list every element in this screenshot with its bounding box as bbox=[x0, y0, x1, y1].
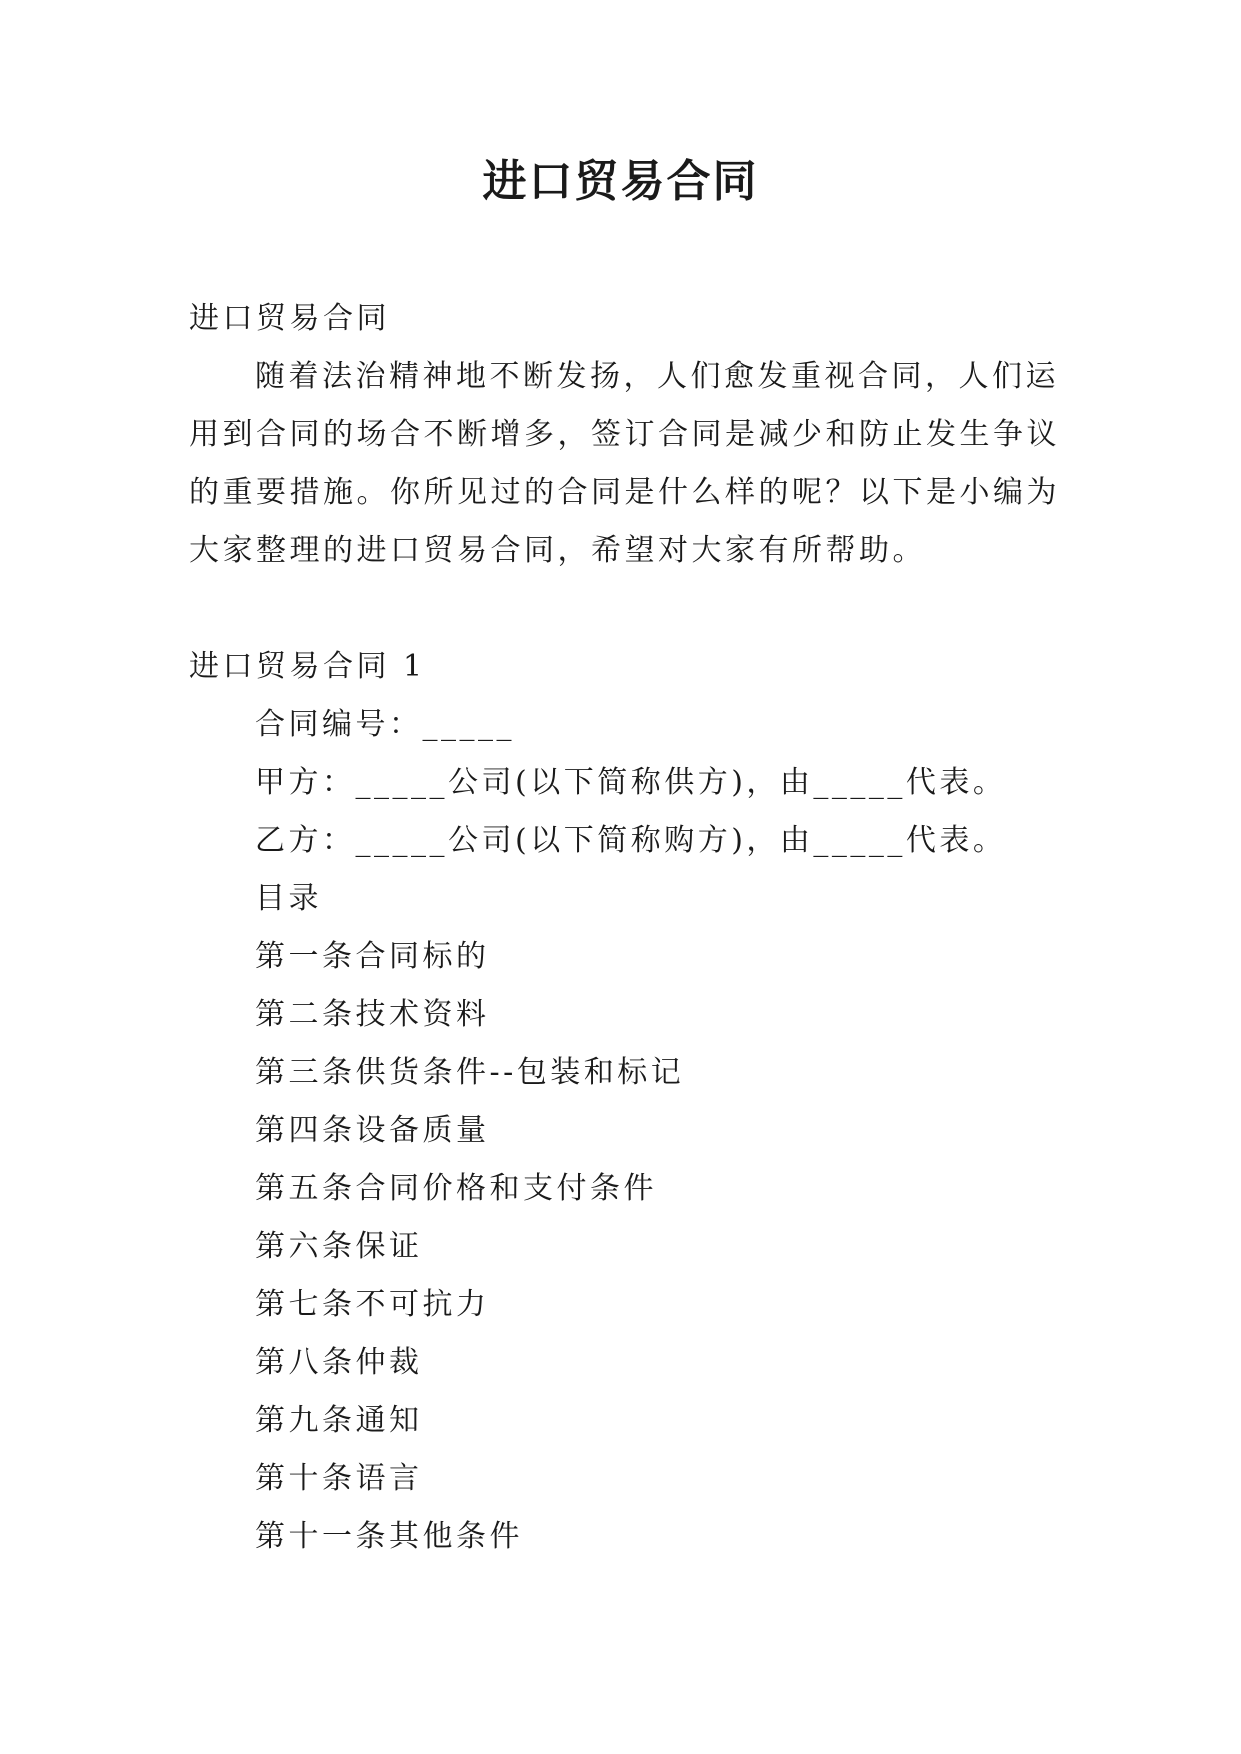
spacer bbox=[189, 580, 1055, 638]
document-body bbox=[189, 290, 1060, 1566]
toc-item: 第一条合同标的 bbox=[255, 939, 490, 974]
toc-item: 第五条合同价格和支付条件 bbox=[255, 1171, 657, 1206]
section-heading: 进口贸易合同 1 bbox=[189, 649, 426, 684]
toc-item: 第十条语言 bbox=[255, 1461, 423, 1496]
toc-item: 第六条保证 bbox=[255, 1229, 423, 1264]
intro-line: 用到合同的场合不断增多，签订合同是减少和防止发生争议 bbox=[189, 417, 1060, 452]
toc-item: 第七条不可抗力 bbox=[255, 1287, 490, 1322]
toc-item: 第八条仲裁 bbox=[255, 1345, 423, 1380]
intro-line: 随着法治精神地不断发扬，人们愈发重视合同，人们运 bbox=[255, 359, 1059, 394]
toc-list bbox=[189, 928, 1055, 1566]
contract-number: 合同编号：_____ bbox=[255, 707, 515, 742]
intro-line: 的重要措施。你所见过的合同是什么样的呢？以下是小编为 bbox=[189, 475, 1060, 510]
intro-line: 大家整理的进口贸易合同，希望对大家有所帮助。 bbox=[189, 533, 926, 568]
party-b: 乙方：_____公司(以下简称购方)，由_____代表。 bbox=[255, 823, 1007, 858]
toc-item: 第十一条其他条件 bbox=[255, 1519, 523, 1554]
party-a: 甲方：_____公司(以下简称供方)，由_____代表。 bbox=[255, 765, 1007, 800]
toc-item: 第二条技术资料 bbox=[255, 997, 490, 1032]
toc-item: 第三条供货条件--包装和标记 bbox=[255, 1055, 685, 1090]
subtitle: 进口贸易合同 bbox=[189, 301, 390, 336]
document-title: 进口贸易合同 bbox=[482, 156, 759, 207]
toc-item: 第四条设备质量 bbox=[255, 1113, 490, 1148]
toc-item: 第九条通知 bbox=[255, 1403, 423, 1438]
toc-heading: 目录 bbox=[255, 881, 322, 916]
